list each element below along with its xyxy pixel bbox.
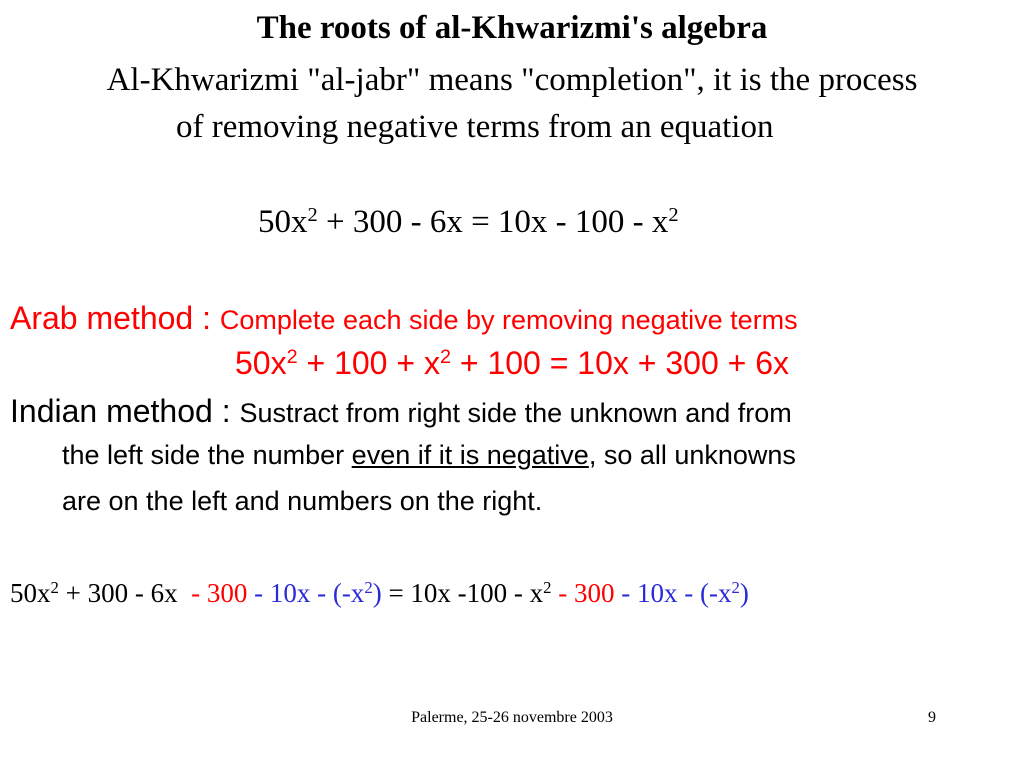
- eq-term: + 300 - 6x = 10x - 100 - x: [317, 204, 669, 240]
- eq-exponent: 2: [731, 577, 740, 597]
- indian-text: , so all unknowns: [588, 440, 796, 470]
- indian-method-line-1: [10, 393, 792, 430]
- eq-exponent: 2: [286, 346, 298, 369]
- eq-term: + 100 + x: [297, 345, 440, 381]
- eq-term: = 10x -100 - x: [381, 578, 544, 608]
- indian-emphasis: even if it is negative: [351, 440, 589, 470]
- footer-place-date: Palerme, 25-26 novembre 2003: [411, 709, 613, 726]
- eq-term-blue: ): [739, 578, 749, 608]
- arab-method-line: [10, 300, 798, 337]
- eq-exponent: 2: [439, 346, 451, 369]
- eq-exponent: 2: [668, 203, 679, 226]
- indian-method-line-2: [62, 440, 796, 471]
- eq-term-blue: - 10x - (-x: [621, 578, 732, 608]
- arab-method-desc: Complete each side by removing negative terms: [219, 305, 798, 335]
- eq-exponent: 2: [307, 203, 318, 226]
- eq-term-red: - 300: [191, 578, 255, 608]
- page-title: The roots of al-Khwarizmi's algebra: [256, 10, 768, 46]
- indian-method-desc: Sustract from right side the unknown and from: [239, 398, 792, 428]
- eq-term: 50x: [10, 578, 51, 608]
- eq-term: + 300 - 6x: [58, 578, 192, 608]
- eq-term-blue: - 10x - (-x: [254, 578, 365, 608]
- intro-line-1: Al-Khwarizmi "al-jabr" means "completion", it is the process: [106, 62, 918, 98]
- indian-method-label: Indian method :: [10, 393, 240, 429]
- eq-exponent: 2: [543, 577, 552, 597]
- eq-term-red: - 300: [551, 578, 622, 608]
- slide-number: 9: [928, 709, 936, 726]
- arab-equation: [0, 345, 1024, 382]
- indian-method-line-3: are on the left and numbers on the right.: [62, 486, 543, 516]
- eq-exponent: 2: [50, 577, 59, 597]
- eq-term-blue: ): [372, 578, 382, 608]
- eq-term: 50x: [234, 345, 287, 381]
- final-equation: [10, 578, 749, 609]
- eq-exponent: 2: [364, 577, 373, 597]
- eq-term: 50x: [258, 204, 308, 240]
- indian-text: the left side the number: [62, 440, 352, 470]
- equation-original: [258, 204, 679, 241]
- intro-line-2: of removing negative terms from an equation: [176, 109, 774, 145]
- eq-term: + 100 = 10x + 300 + 6x: [450, 345, 790, 381]
- arab-method-label: Arab method :: [10, 300, 220, 336]
